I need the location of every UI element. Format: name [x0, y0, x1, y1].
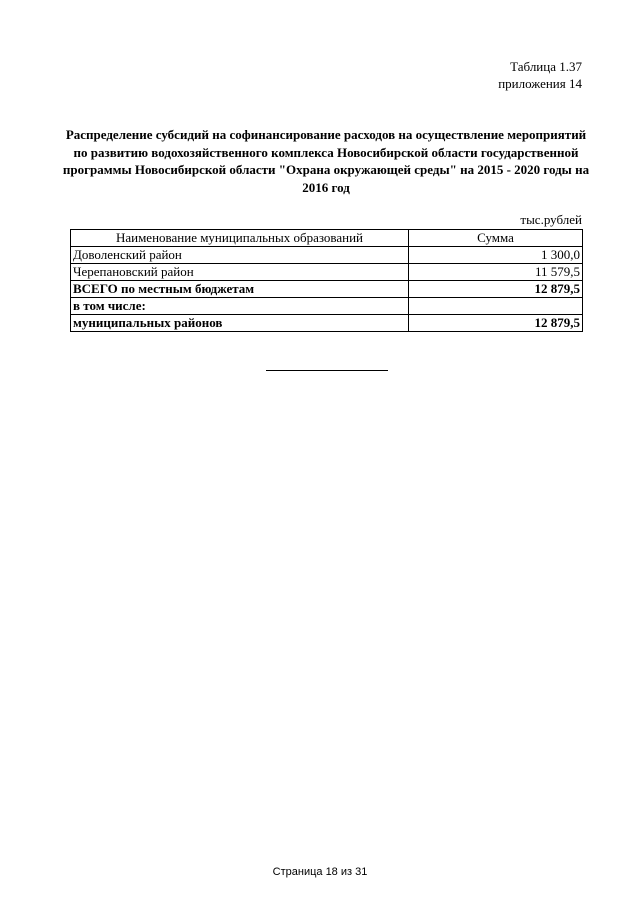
districts-row — [71, 315, 583, 332]
table-row — [71, 264, 583, 281]
including-label: в том числе: — [71, 298, 409, 315]
column-header-name: Наименование муниципальных образований — [71, 230, 409, 247]
appendix-reference: приложения 14 — [498, 76, 582, 91]
table-number: Таблица 1.37 — [510, 59, 582, 74]
page-number: Страница 18 из 31 — [272, 866, 368, 878]
including-sum — [409, 298, 583, 315]
row-name: Доволенский район — [71, 247, 409, 264]
districts-label: муниципальных районов — [71, 315, 409, 332]
table-header-row — [71, 230, 583, 247]
subsidy-table — [70, 229, 583, 332]
column-header-sum: Сумма — [409, 230, 583, 247]
units-label: тыс.рублей — [520, 212, 582, 227]
row-sum: 1 300,0 — [409, 247, 583, 264]
including-row — [71, 298, 583, 315]
table-row — [71, 247, 583, 264]
total-sum: 12 879,5 — [409, 281, 583, 298]
districts-sum: 12 879,5 — [409, 315, 583, 332]
section-divider — [266, 370, 388, 371]
table-reference-block — [498, 58, 582, 92]
row-sum: 11 579,5 — [409, 264, 583, 281]
total-row — [71, 281, 583, 298]
document-title: Распределение субсидий на софинансирование расходов на осуществление мероприятий по развитию водохозяйственного комплекса Новосибирской области государственной программы Новосибирской области "Охрана окружающей среды" на 2015 - 2020 годы на 2016 год — [62, 127, 590, 195]
total-label: ВСЕГО по местным бюджетам — [71, 281, 409, 298]
row-name: Черепановский район — [71, 264, 409, 281]
